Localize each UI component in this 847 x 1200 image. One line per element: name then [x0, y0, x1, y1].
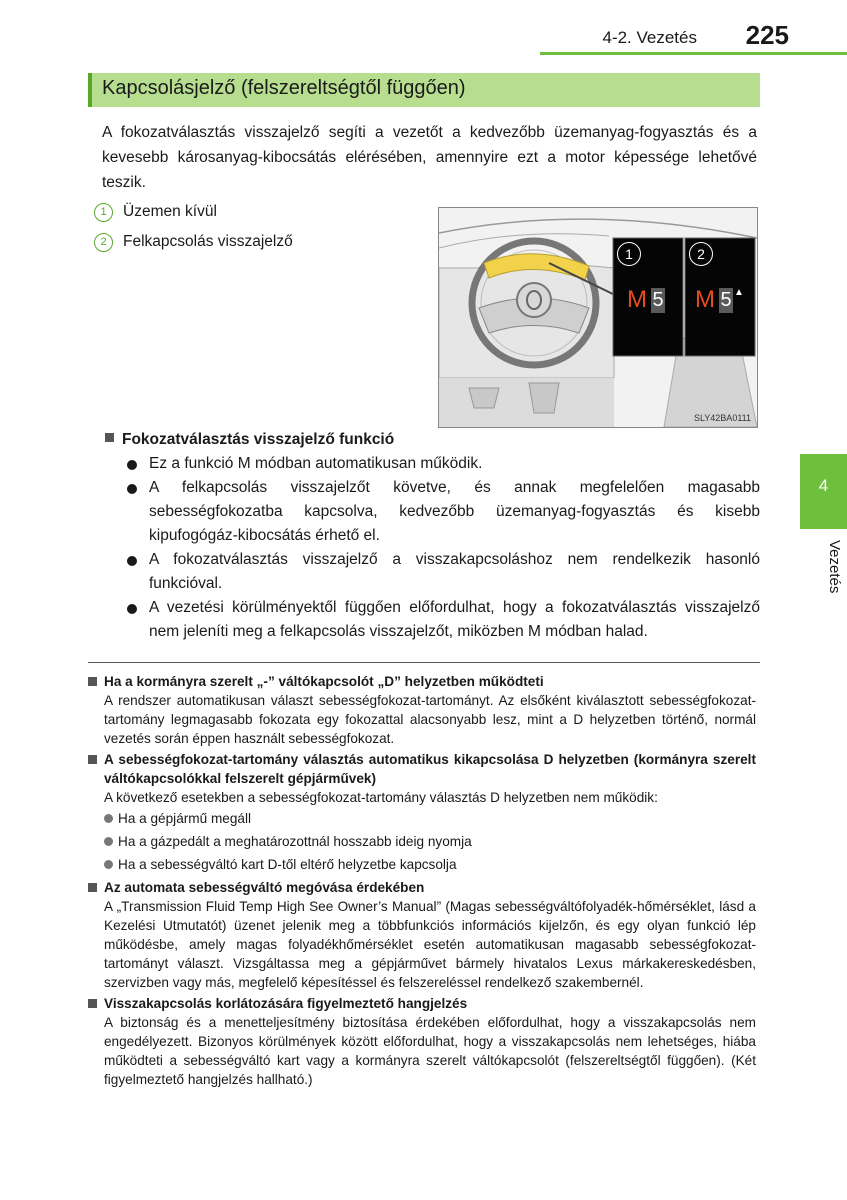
bullet-icon [127, 484, 137, 494]
list-item-text: Ha a sebességváltó kart D-től eltérő helyzetbe kapcsolja [118, 857, 457, 872]
square-bullet-icon [88, 999, 97, 1008]
note-body: A rendszer automatikusan választ sebességfokozat-tartományt. Az elsőként kiválasztott sebességfokozat-tartomány legmagasabb fokozata egy fokozattal alacsonyabb lesz, mint a D helyzetben történő, normál vezetés során éppen használt sebességfokozat. [104, 693, 756, 746]
list-item [105, 548, 760, 596]
bullet-icon [127, 556, 137, 566]
header-title: 4-2. Vezetés [602, 28, 697, 47]
note-title-text: Az automata sebességváltó megóvása érdekében [104, 880, 425, 895]
chapter-number: 4 [818, 476, 829, 495]
note-title [88, 994, 756, 1013]
list-item-text: A fokozatválasztás visszajelző a visszakapcsoláshoz nem rendelkezik hasonló funkcióval. [149, 551, 760, 592]
note-title-text: Visszakapcsolás korlátozására figyelmeztető hangjelzés [104, 996, 468, 1011]
intro-paragraph: A fokozatválasztás visszajelző segíti a vezetőt a kedvezőbb üzemanyag-fogyasztás és a kevesebb károsanyag-kibocsátás elérésében, amennyire ezt a motor képessége lehetővé teszik. [102, 124, 757, 191]
list-item [105, 476, 760, 548]
legend-label: Felkapcsolás visszajelző [123, 233, 293, 250]
note-title-text: A sebességfokozat-tartomány választás automatikus kikapcsolása D helyzetben (kormányra szerelt váltókapcsolókkal felszerelt gépjárművek) [104, 752, 756, 786]
note-body: A „Transmission Fluid Temp High See Owner’s Manual” (Magas sebességváltófolyadék-hőmérséklet, lásd a Kezelési Utmutatót) üzenet jelenik meg a többfunkciós információs kijelzőn, és egy olyan funkció lép működésbe, amely magas folyadékhőmérséklet esetén automatikusan magasabb sebességfokozat-tartományt választ. Vizsgáltassa meg a gépjárművet bármely hivatalos Lexus márkakereskedésben, szervizben vagy más, megfelelő képesítéssel és felszereléssel rendelkező szakembernél. [104, 899, 756, 990]
list-item-text: A felkapcsolás visszajelzőt követve, és annak megfelelően magasabb sebességfokozatba kapcsolva, kedvezőbb üzemanyag-fogyasztás és kisebb kipufogógáz-kibocsátás érhető el. [149, 479, 760, 544]
square-bullet-icon [88, 883, 97, 892]
panel-2-number-icon: 2 [689, 242, 713, 266]
square-bullet-icon [88, 677, 97, 686]
list-item [88, 832, 756, 851]
chapter-name: Vezetés [826, 540, 843, 594]
note-body: A következő esetekben a sebességfokozat-tartomány választás D helyzetben nem működik: [104, 790, 658, 805]
section-title-bar [88, 73, 760, 107]
header-rule [540, 52, 847, 55]
list-item [88, 809, 756, 828]
page-number: 225 [745, 20, 789, 50]
panel-1-gear: 5 [652, 289, 664, 311]
notes-divider [88, 662, 760, 663]
note-title [88, 672, 756, 691]
number-2-icon: 2 [94, 233, 113, 252]
panel-2-mode: M [695, 286, 715, 313]
list-item-text: Ha a gázpedált a meghatározottnál hosszabb ideig nyomja [118, 834, 472, 849]
figure-code: SLY42BA0111 [693, 413, 751, 423]
bullet-icon [127, 460, 137, 470]
dashboard-figure [438, 207, 758, 428]
subsection-title [105, 428, 760, 452]
bullet-icon [127, 604, 137, 614]
dashboard-illustration [439, 208, 757, 427]
list-item [105, 452, 760, 476]
indicator-function-section [105, 428, 760, 644]
legend-item-2 [94, 233, 293, 252]
bullet-icon [104, 814, 113, 823]
subsection-title-text: Fokozatválasztás visszajelző funkció [122, 431, 395, 448]
panel-2-gear: 5 [720, 289, 732, 311]
list-item-text: Ez a funkció M módban automatikusan működik. [149, 455, 483, 472]
bullet-icon [104, 860, 113, 869]
panel-1-mode: M [627, 286, 647, 313]
number-1-icon: 1 [94, 203, 113, 222]
list-item-text: Ha a gépjármű megáll [118, 811, 251, 826]
section-title: Kapcsolásjelző (felszereltségtől függően) [102, 77, 466, 99]
note-body: A biztonság és a menetteljesítmény biztosítása érdekében előfordulhat, hogy a visszakapcsolás nem engedélyezett. Bizonyos körülmények között előfordulhat, hogy a visszakapcsolás nem lehetséges, hiába működteti a sebességváltó kart vagy a kormányra szerelt váltókapcsolót (felszereltségtől függően). (Két figyelmeztető hangjelzés hallható.) [104, 1015, 756, 1087]
note-title-text: Ha a kormányra szerelt „-” váltókapcsolót „D” helyzetben működteti [104, 674, 544, 689]
bullet-icon [104, 837, 113, 846]
list-item [88, 855, 756, 874]
square-bullet-icon [88, 755, 97, 764]
list-item-text: A vezetési körülményektől függően előfordulhat, hogy a fokozatválasztás visszajelző nem jeleníti meg a felkapcsolás visszajelzőt, miközben M módban halad. [149, 599, 760, 640]
list-item [105, 596, 760, 644]
chapter-tab [800, 454, 847, 529]
square-bullet-icon [105, 433, 114, 442]
note-title [88, 750, 756, 788]
upshift-arrow-icon: ▲ [734, 287, 744, 298]
notes-section [88, 672, 756, 1091]
legend-label: Üzemen kívül [123, 203, 217, 220]
note-title [88, 878, 756, 897]
panel-1-number-icon: 1 [617, 242, 641, 266]
legend-item-1 [94, 203, 217, 222]
